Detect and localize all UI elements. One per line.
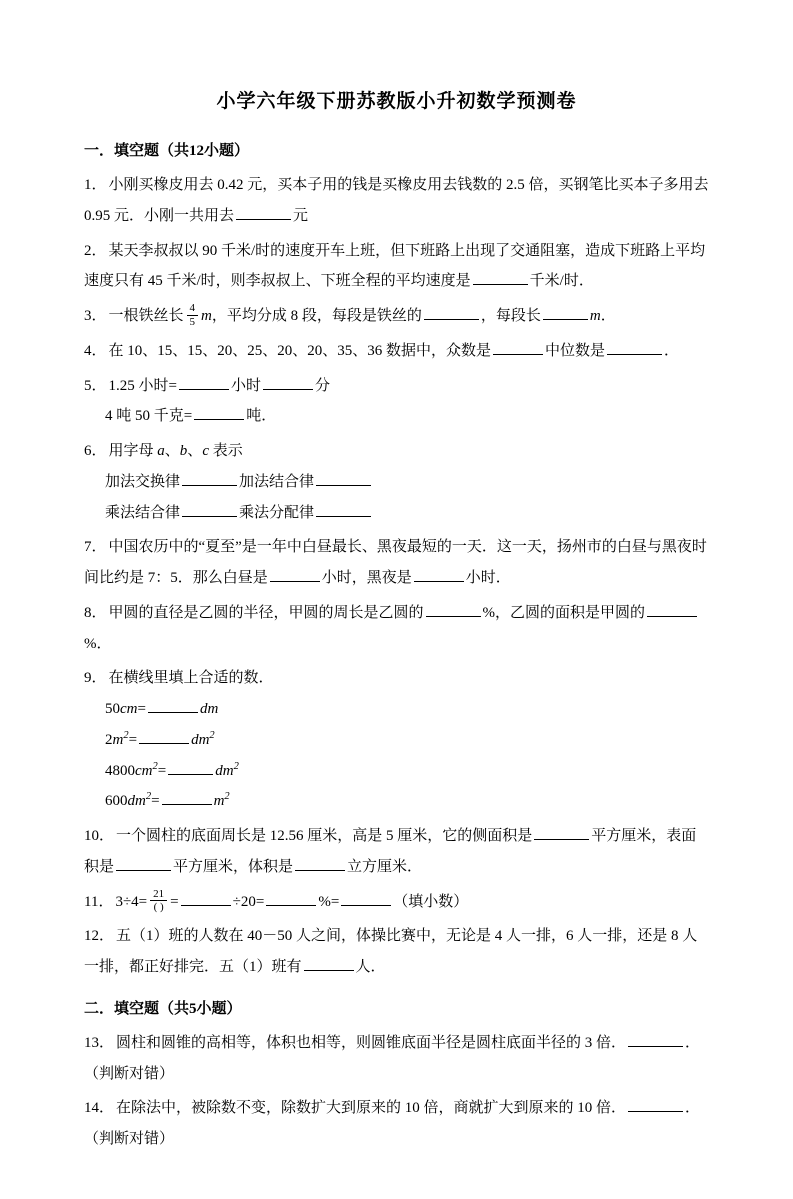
question-text: （填小数） <box>393 893 469 910</box>
question <box>84 371 709 433</box>
answer-blank[interactable] <box>263 374 313 390</box>
math-variable: $dm^2$ <box>191 729 215 748</box>
question-text: 1.25 小时= <box>108 377 177 394</box>
answer-blank[interactable] <box>316 470 371 486</box>
question-subline <box>84 786 709 817</box>
math-variable: m <box>589 308 601 324</box>
section-1-questions <box>84 170 709 983</box>
question-text: = <box>137 701 146 717</box>
answer-blank[interactable] <box>628 1096 683 1112</box>
math-variable: $dm^2$ <box>127 791 152 810</box>
question <box>84 821 709 883</box>
question-text: 某天李叔叔以 90 千米/时的速度开车上班，但下班路上出现了交通阻塞，造成下班路上平均速度只有 45 千米/时，则李叔叔上、下班全程的平均速度是 <box>84 242 706 290</box>
question-text: 、 <box>164 443 180 459</box>
question-text: 2 <box>105 731 113 748</box>
question-line <box>84 921 709 983</box>
math-variable: $m^2$ <box>213 791 230 810</box>
question-subline <box>84 401 709 432</box>
question-text: 平方厘米，体积是 <box>173 858 294 875</box>
math-variable: $dm^2$ <box>215 760 239 779</box>
question-text: ，平均分成 8 段，每段是铁丝的 <box>211 308 422 324</box>
question-line <box>84 301 709 332</box>
question-number: 3． <box>84 308 107 324</box>
answer-blank[interactable] <box>543 304 588 320</box>
question-text: 4 吨 50 千克= <box>105 408 193 425</box>
question-text: 平方厘米，表面积是 <box>84 828 697 875</box>
question-text: 一个圆柱的底面周长是 12.56 厘米，高是 5 厘米，它的侧面积是 <box>116 828 533 844</box>
question-text: 五（1）班的人数在 40－50 人之间，体操比赛中，无论是 4 人一排，6 人一排，还是 8 人一排，都正好排完．五（1）班有 <box>84 928 698 975</box>
question-number: 4． <box>84 342 107 359</box>
question-number: 1． <box>84 177 107 193</box>
question <box>84 663 709 817</box>
question-text: 4800 <box>105 762 135 779</box>
question-text: 50 <box>105 701 120 717</box>
question-number: 13． <box>84 1034 115 1051</box>
answer-blank[interactable] <box>341 890 391 906</box>
question-line <box>84 821 709 883</box>
fraction: $\frac{21}{( )}$ <box>150 888 167 914</box>
question-text: = <box>170 893 179 910</box>
answer-blank[interactable] <box>304 955 354 971</box>
question-number: 14． <box>84 1100 115 1117</box>
answer-blank[interactable] <box>266 890 316 906</box>
question-line <box>84 663 709 694</box>
question-text: 用字母 <box>108 443 158 459</box>
question-line <box>84 371 709 402</box>
question-text: %，乙圆的面积是甲圆的 <box>482 604 646 621</box>
question-text: 小时． <box>465 570 511 586</box>
question-text: 小时，黑夜是 <box>321 570 412 586</box>
question-text: 在横线里填上合适的数． <box>108 670 274 687</box>
question-text: 乘法分配律 <box>239 504 315 521</box>
question-number: 2． <box>84 242 107 259</box>
question-text: %． <box>84 635 112 652</box>
question-line <box>84 887 709 918</box>
question-text: ．（判断对错） <box>84 1100 701 1147</box>
question-subline <box>84 756 709 787</box>
question-text: 中位数是 <box>545 342 606 359</box>
answer-blank[interactable] <box>534 824 589 840</box>
question-text: 人． <box>355 959 386 975</box>
question-number: 9． <box>84 670 107 687</box>
math-variable: cm <box>120 701 138 717</box>
question <box>84 301 709 332</box>
math-variable: c <box>202 443 209 459</box>
question-subline <box>84 467 709 498</box>
question-text: 3÷4= <box>115 893 148 910</box>
question-text: 立方厘米． <box>347 858 423 875</box>
answer-blank[interactable] <box>179 374 229 390</box>
page-title: 小学六年级下册苏教版小升初数学预测卷 <box>216 91 577 112</box>
question-text: 一根铁丝长 <box>108 308 184 324</box>
question-text: 乘法结合律 <box>105 504 181 521</box>
question <box>84 336 709 367</box>
question-text: ． <box>664 342 680 359</box>
question-number: 11． <box>84 893 114 910</box>
answer-blank[interactable] <box>424 304 479 320</box>
question-text: 表示 <box>208 443 243 459</box>
question-text: 吨． <box>246 408 277 425</box>
math-variable: $m^2$ <box>112 729 129 748</box>
question <box>84 598 709 660</box>
question-subline <box>84 498 709 529</box>
math-variable: $cm^2$ <box>135 760 158 779</box>
fraction: $\frac{4}{5}$ <box>187 302 199 328</box>
answer-blank[interactable] <box>628 1031 683 1047</box>
question-number: 5． <box>84 377 107 394</box>
section-2-questions <box>84 1028 709 1155</box>
question-text: ． <box>600 308 616 324</box>
question-text: 小时 <box>230 377 261 394</box>
question-line <box>84 1093 709 1155</box>
question-text: ．（判断对错） <box>84 1034 701 1082</box>
question-text: 在除法中，被除数不变，除数扩大到原来的 10 倍，商就扩大到原来的 10 倍． <box>116 1100 627 1117</box>
question-number: 12． <box>84 928 115 945</box>
answer-blank[interactable] <box>607 339 662 355</box>
question-line <box>84 436 709 467</box>
question <box>84 1028 709 1090</box>
answer-blank[interactable] <box>473 269 528 285</box>
answer-blank[interactable] <box>414 566 464 582</box>
answer-blank[interactable] <box>168 759 213 775</box>
question-text: 、 <box>187 443 203 459</box>
question-line <box>84 1028 709 1090</box>
section-2-heading: 二．填空题（共5小题） <box>84 1000 242 1017</box>
answer-blank[interactable] <box>236 204 291 220</box>
question-line <box>84 236 709 298</box>
answer-blank[interactable] <box>194 404 244 420</box>
answer-blank[interactable] <box>426 601 481 617</box>
answer-blank[interactable] <box>295 855 345 871</box>
question-text: 圆柱和圆锥的高相等，体积也相等，则圆锥底面半径是圆柱底面半径的 3 倍． <box>116 1034 627 1051</box>
math-variable: a <box>157 443 165 459</box>
question <box>84 887 709 918</box>
question-line <box>84 170 709 232</box>
answer-blank[interactable] <box>316 501 371 517</box>
question <box>84 236 709 298</box>
question-text: %= <box>318 893 340 910</box>
question <box>84 1093 709 1155</box>
section-1-heading: 一．填空题（共12小题） <box>84 143 250 159</box>
question-number: 8． <box>84 604 107 621</box>
question-text: 600 <box>105 793 128 810</box>
question-text: 甲圆的直径是乙圆的半径，甲圆的周长是乙圆的 <box>108 604 424 621</box>
answer-blank[interactable] <box>148 697 198 713</box>
question <box>84 170 709 232</box>
question-text: 中国农历中的“夏至”是一年中白昼最长、黑夜最短的一天．这一天，扬州市的白昼与黑夜时间比约是 7：5．那么白昼是 <box>84 539 707 586</box>
answer-blank[interactable] <box>270 566 320 582</box>
question-text: 元 <box>293 207 309 224</box>
question-text: = <box>128 731 138 748</box>
math-variable: m <box>201 308 212 324</box>
question-text: 小刚买橡皮用去 0.42 元，买本子用的钱是买橡皮用去钱数的 2.5 倍，买钢笔比买本子多用去 0.95 元．小刚一共用去 <box>84 177 709 224</box>
answer-blank[interactable] <box>493 339 543 355</box>
question-text: 千米/时． <box>529 273 594 290</box>
question-text: = <box>151 793 160 810</box>
answer-blank[interactable] <box>116 855 171 871</box>
question-line <box>84 598 709 660</box>
answer-blank[interactable] <box>182 501 237 517</box>
question <box>84 436 709 528</box>
question-text: 加法交换律 <box>105 473 181 490</box>
question-text: = <box>157 762 167 779</box>
question-text: ，每段长 <box>480 308 541 324</box>
answer-blank[interactable] <box>647 601 697 617</box>
question-text: ÷20= <box>232 893 265 910</box>
question <box>84 921 709 983</box>
answer-blank[interactable] <box>162 789 212 805</box>
question-number: 7． <box>84 539 107 556</box>
question-number: 6． <box>84 443 107 459</box>
question <box>84 532 709 594</box>
question-line <box>84 336 709 367</box>
question-line <box>84 532 709 594</box>
answer-blank[interactable] <box>139 728 189 744</box>
answer-blank[interactable] <box>182 470 237 486</box>
question-text: 分 <box>315 377 331 394</box>
question-subline <box>84 694 709 725</box>
question-text: 在 10、15、15、20、25、20、20、35、36 数据中，众数是 <box>108 342 492 359</box>
answer-blank[interactable] <box>181 890 231 906</box>
math-variable: b <box>179 443 188 459</box>
question-number: 10． <box>84 828 115 844</box>
question-subline <box>84 725 709 756</box>
math-variable: dm <box>199 701 219 717</box>
question-text: 加法结合律 <box>239 473 315 490</box>
